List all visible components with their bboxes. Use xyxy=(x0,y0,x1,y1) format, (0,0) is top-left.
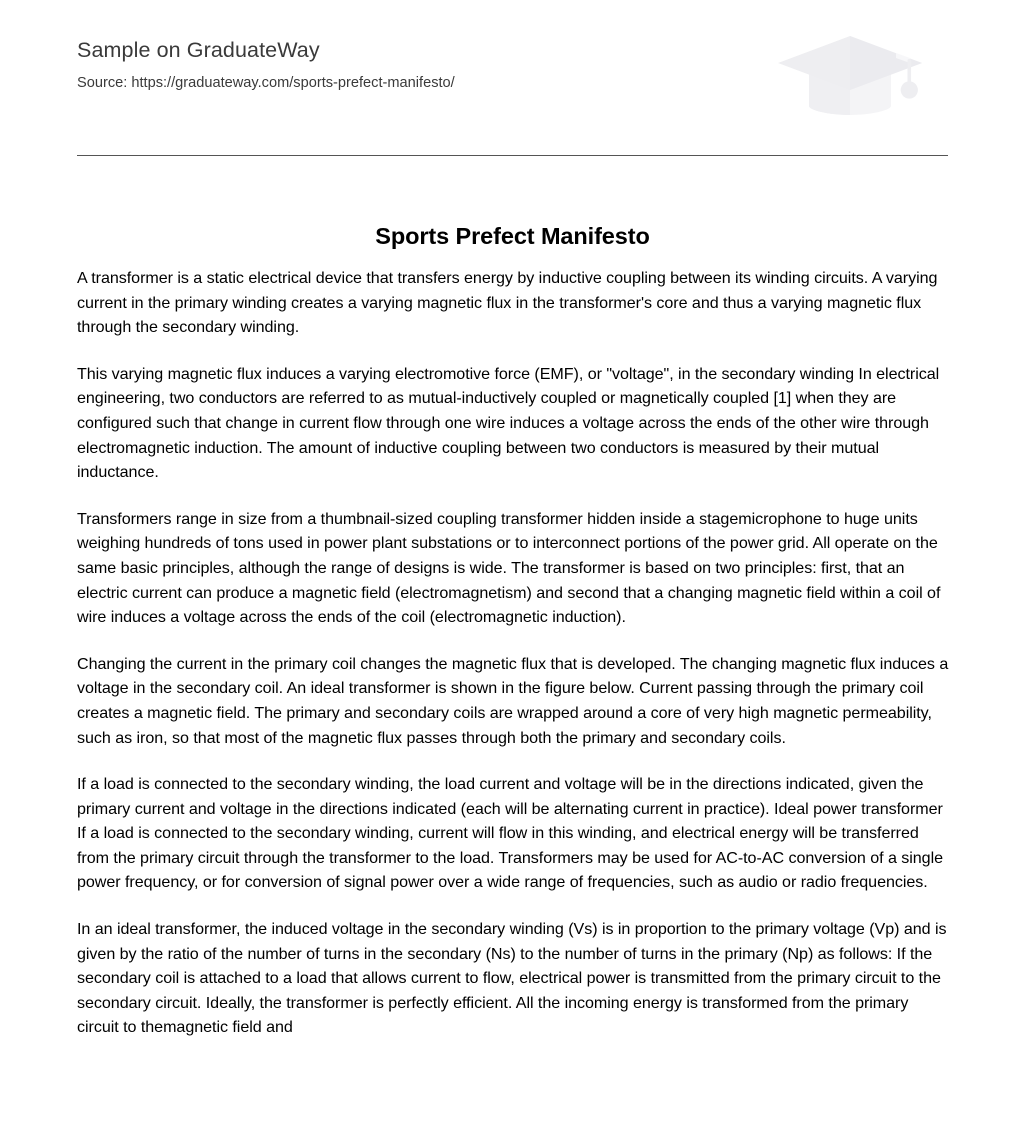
body-paragraph: This varying magnetic flux induces a varying electromotive force (EMF), or "voltage", in the secondary winding In electrical engineering, two conductors are referred to as mutual-inductively coupled or magnetically coupled [1] when they are configured such that change in current flow through one wire induces a voltage across the ends of the other wire through electromagnetic induction. The amount of inductive coupling between two conductors is measured by their mutual inductance. xyxy=(77,364,940,482)
body-paragraph: If a load is connected to the secondary winding, the load current and voltage will be in the directions indicated, given the primary current and voltage in the directions indicated (each will be alternating current in practice). Ideal power transformer If a load is connected to the secondary winding, current will flow in this winding, and electrical energy will be transferred from the primary circuit through the transformer to the load. Transformers may be used for AC-to-AC conversion of a single power frequency, or for conversion of signal power over a wide range of frequencies, such as audio or radio frequencies. xyxy=(77,775,944,892)
body-paragraph: Changing the current in the primary coil changes the magnetic flux that is developed. The changing magnetic flux induces a voltage in the secondary coil. An ideal transformer is shown in the figure below. Current passing through the primary coil creates a magnetic field. The primary and secondary coils are wrapped around a core of very high magnetic permeability, such as iron, so that most of the magnetic flux passes through both the primary and secondary coils. xyxy=(77,654,949,747)
brand-block xyxy=(77,36,697,93)
header-divider xyxy=(77,155,948,156)
document-body xyxy=(77,266,950,1040)
page-title: Sports Prefect Manifesto xyxy=(375,222,650,249)
body-paragraph: In an ideal transformer, the induced voltage in the secondary winding (Vs) is in proportion to the primary voltage (Vp) and is given by the ratio of the number of turns in the secondary (Ns) to the number of turns in the primary (Np) as follows: If the secondary coil is attached to a load that allows current to flow, electrical power is transmitted from the primary circuit to the secondary circuit. Ideally, the transformer is perfectly efficient. All the incoming energy is transformed from the primary circuit to themagnetic field and xyxy=(77,920,947,1037)
page-header xyxy=(77,36,948,120)
brand-title: Sample on GraduateWay xyxy=(77,38,320,62)
body-paragraph: Transformers range in size from a thumbnail-sized coupling transformer hidden inside a stagemicrophone to huge units weighing hundreds of tons used in power plant substations or to interconnect portions of the power grid. All operate on the same basic principles, although the range of designs is wide. The transformer is based on two principles: first, that an electric current can produce a magnetic field (electromagnetism) and second that a changing magnetic field within a coil of wire induces a voltage across the ends of the coil (electromagnetic induction). xyxy=(77,509,941,627)
body-paragraph: A transformer is a static electrical device that transfers energy by inductive coupling between its winding circuits. A varying current in the primary winding creates a varying magnetic flux in the transformer's core and thus a varying magnetic flux through the secondary winding. xyxy=(77,269,938,337)
source-line[interactable]: Source: https://graduateway.com/sports-prefect-manifesto/ xyxy=(77,75,455,91)
graduation-cap-icon xyxy=(776,32,948,118)
